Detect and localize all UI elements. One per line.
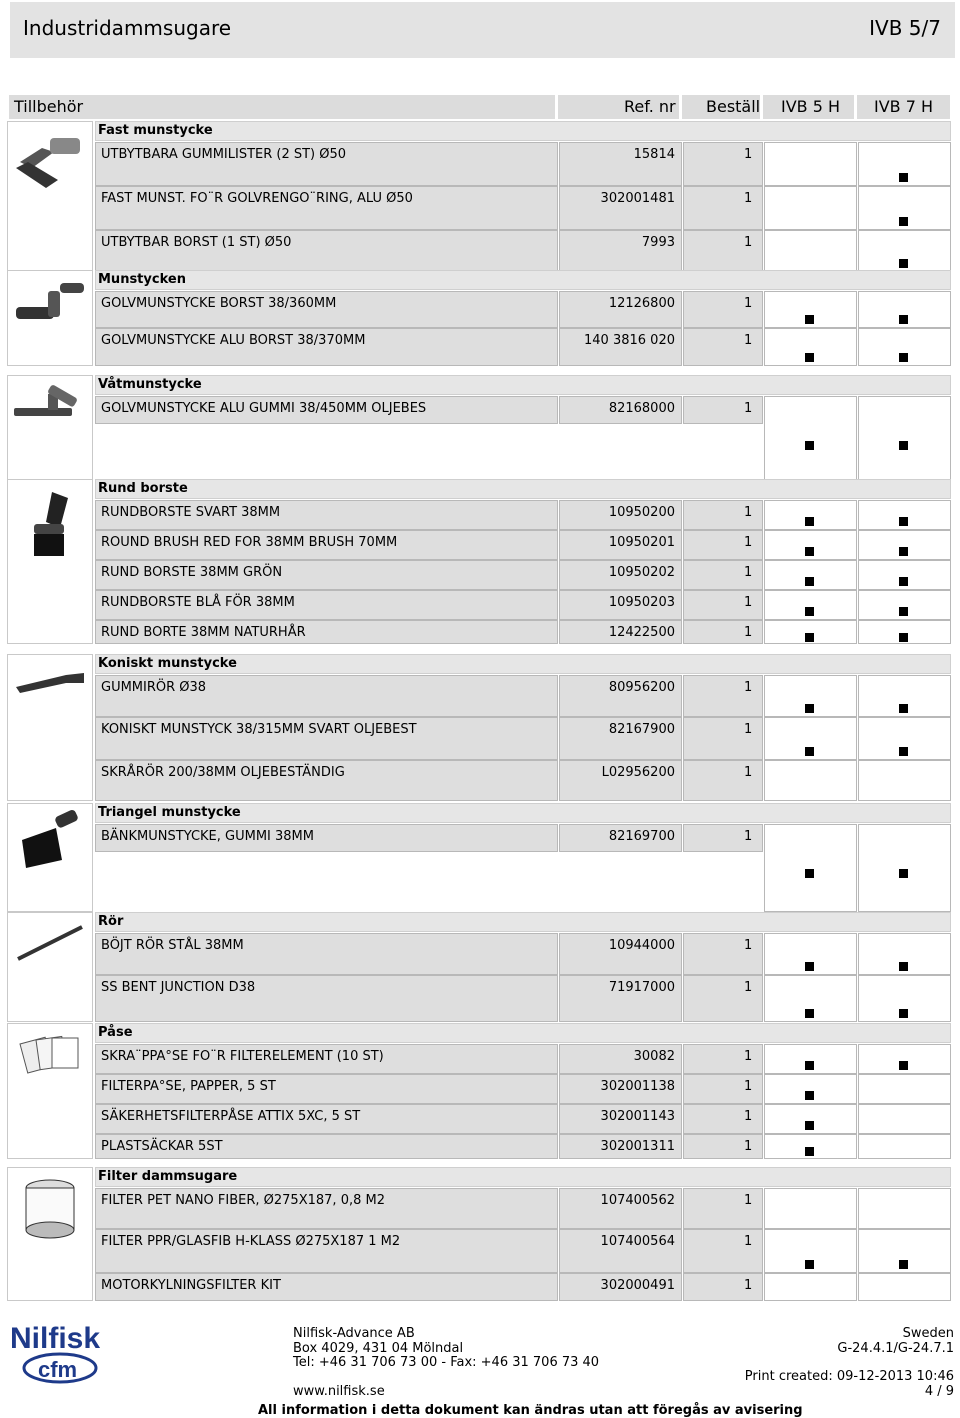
section-6: [7, 912, 951, 1022]
ref-number: 7993: [559, 230, 682, 272]
ivb7h-cell: [858, 933, 951, 975]
category-title: Filter dammsugare: [95, 1167, 951, 1187]
product-name: FILTER PET NANO FIBER, Ø275X187, 0,8 M2: [95, 1188, 558, 1229]
ivb7h-cell: [858, 142, 951, 186]
ivb5h-cell: [764, 1229, 857, 1273]
order-qty: 1: [683, 675, 763, 717]
section-8: [7, 1167, 951, 1301]
section-7: [7, 1023, 951, 1159]
ivb5h-cell: [764, 1134, 857, 1159]
product-name: GOLVMUNSTYCKE ALU BORST 38/370MM: [95, 328, 558, 366]
product-name: UTBYTBAR BORST (1 ST) Ø50: [95, 230, 558, 272]
nilfisk-logo: [8, 1318, 120, 1394]
table-row: [95, 1273, 951, 1301]
section-0: [7, 121, 951, 272]
order-qty: 1: [683, 1074, 763, 1104]
col-ivb5h: IVB 5 H: [781, 97, 841, 116]
category-title: Triangel munstycke: [95, 803, 951, 823]
available-marker: [805, 962, 814, 971]
section-4: [7, 654, 951, 801]
product-name: RUND BORTE 38MM NATURHÅR: [95, 620, 558, 644]
ivb5h-cell: [764, 760, 857, 801]
product-name: GOLVMUNSTYCKE ALU GUMMI 38/450MM OLJEBES: [95, 396, 558, 424]
table-row: [95, 1229, 951, 1273]
table-row: [95, 530, 951, 560]
ivb7h-cell: [858, 186, 951, 230]
product-name: FAST MUNST. FO¨R GOLVRENGO¨RING, ALU Ø50: [95, 186, 558, 230]
ivb7h-cell: [858, 675, 951, 717]
product-name: KONISKT MUNSTYCK 38/315MM SVART OLJEBEST: [95, 717, 558, 760]
fixed-nozzle-icon: [7, 121, 93, 272]
footer-address: Box 4029, 431 04 Mölndal: [293, 1341, 464, 1356]
footer-phone: Tel: +46 31 706 73 00 - Fax: +46 31 706 73 40: [293, 1355, 600, 1370]
ref-number: 302001311: [559, 1134, 682, 1159]
available-marker: [899, 1009, 908, 1018]
section-3: [7, 479, 951, 644]
table-row: [95, 1134, 951, 1159]
ivb7h-cell: [858, 1273, 951, 1301]
ivb5h-cell: [764, 1044, 857, 1074]
round-brush-icon: [7, 479, 93, 644]
triangle-nozzle-icon: [7, 803, 93, 912]
ivb5h-cell: [764, 620, 857, 644]
ref-number: 302001143: [559, 1104, 682, 1134]
ref-number: 107400564: [559, 1229, 682, 1273]
ivb5h-cell: [764, 824, 857, 912]
ivb7h-cell: [858, 1134, 951, 1159]
available-marker: [805, 1121, 814, 1130]
available-marker: [805, 315, 814, 324]
ivb5h-cell: [764, 291, 857, 328]
ivb5h-cell: [764, 675, 857, 717]
col-bg-accessories: [8, 94, 556, 120]
col-ref: Ref. nr: [624, 97, 676, 116]
col-ivb7h: IVB 7 H: [874, 97, 934, 116]
order-qty: 1: [683, 1273, 763, 1301]
product-name: BÄNKMUNSTYCKE, GUMMI 38MM: [95, 824, 558, 852]
logo-text-bottom: cfm: [38, 1357, 78, 1382]
available-marker: [899, 217, 908, 226]
ref-number: 302000491: [559, 1273, 682, 1301]
order-qty: 1: [683, 500, 763, 530]
available-marker: [805, 869, 814, 878]
order-qty: 1: [683, 620, 763, 644]
available-marker: [899, 747, 908, 756]
available-marker: [899, 547, 908, 556]
ivb7h-cell: [858, 1229, 951, 1273]
available-marker: [805, 353, 814, 362]
available-marker: [805, 1260, 814, 1269]
table-row: [95, 933, 951, 975]
order-qty: 1: [683, 975, 763, 1022]
product-name: FILTER PPR/GLASFIB H-KLASS Ø275X187 1 M2: [95, 1229, 558, 1273]
available-marker: [805, 747, 814, 756]
ivb5h-cell: [764, 1074, 857, 1104]
model-code: IVB 5/7: [869, 16, 941, 40]
ref-number: 15814: [559, 142, 682, 186]
table-row: [95, 760, 951, 801]
ref-number: 302001481: [559, 186, 682, 230]
available-marker: [805, 441, 814, 450]
product-name: RUNDBORSTE SVART 38MM: [95, 500, 558, 530]
available-marker: [899, 1260, 908, 1269]
product-name: RUNDBORSTE BLÅ FÖR 38MM: [95, 590, 558, 620]
available-marker: [805, 704, 814, 713]
ref-number: 302001138: [559, 1074, 682, 1104]
category-title: Påse: [95, 1023, 951, 1043]
table-row: [95, 230, 951, 272]
order-qty: 1: [683, 1134, 763, 1159]
available-marker: [899, 1061, 908, 1070]
available-marker: [899, 441, 908, 450]
available-marker: [899, 577, 908, 586]
order-qty: 1: [683, 560, 763, 590]
ref-number: 107400562: [559, 1188, 682, 1229]
order-qty: 1: [683, 186, 763, 230]
order-qty: 1: [683, 291, 763, 328]
available-marker: [899, 607, 908, 616]
ivb5h-cell: [764, 186, 857, 230]
ivb7h-cell: [858, 1188, 951, 1229]
ref-number: 10950200: [559, 500, 682, 530]
product-name: GOLVMUNSTYCKE BORST 38/360MM: [95, 291, 558, 328]
tube-icon: [7, 912, 93, 1022]
col-accessories: Tillbehör: [14, 97, 84, 116]
order-qty: 1: [683, 590, 763, 620]
product-name: PLASTSÄCKAR 5ST: [95, 1134, 558, 1159]
ivb7h-cell: [858, 530, 951, 560]
ivb7h-cell: [858, 328, 951, 366]
available-marker: [805, 633, 814, 642]
ref-number: 71917000: [559, 975, 682, 1022]
available-marker: [899, 869, 908, 878]
order-qty: 1: [683, 396, 763, 424]
table-row: [95, 291, 951, 328]
floor-brush-icon: [7, 270, 93, 366]
available-marker: [899, 259, 908, 268]
footer-print-created: Print created: 09-12-2013 10:46: [744, 1369, 954, 1384]
table-row: [95, 186, 951, 230]
footer-disclaimer: All information i detta dokument kan ändras utan att föregås av avisering: [258, 1403, 803, 1418]
category-title: Koniskt munstycke: [95, 654, 951, 674]
available-marker: [899, 517, 908, 526]
product-name: MOTORKYLNINGSFILTER KIT: [95, 1273, 558, 1301]
table-row: [95, 975, 951, 1022]
product-name: BÖJT RÖR STÅL 38MM: [95, 933, 558, 975]
product-name: FILTERPA°SE, PAPPER, 5 ST: [95, 1074, 558, 1104]
product-name: RUND BORSTE 38MM GRÖN: [95, 560, 558, 590]
footer-country: Sweden: [902, 1326, 954, 1341]
available-marker: [899, 704, 908, 713]
available-marker: [805, 1061, 814, 1070]
ref-number: 140 3816 020: [559, 328, 682, 366]
ivb5h-cell: [764, 230, 857, 272]
ref-number: 82167900: [559, 717, 682, 760]
ivb7h-cell: [858, 230, 951, 272]
product-name: SÄKERHETSFILTERPÅSE ATTIX 5XC, 5 ST: [95, 1104, 558, 1134]
order-qty: 1: [683, 142, 763, 186]
category-title: Rund borste: [95, 479, 951, 499]
ref-number: 12422500: [559, 620, 682, 644]
category-title: Munstycken: [95, 270, 951, 290]
ivb7h-cell: [858, 1104, 951, 1134]
available-marker: [899, 315, 908, 324]
crevice-nozzle-icon: [7, 654, 93, 801]
ivb5h-cell: [764, 590, 857, 620]
product-name: GUMMIRÖR Ø38: [95, 675, 558, 717]
order-qty: 1: [683, 1229, 763, 1273]
ref-number: 10950203: [559, 590, 682, 620]
ivb7h-cell: [858, 1044, 951, 1074]
available-marker: [899, 353, 908, 362]
order-qty: 1: [683, 1104, 763, 1134]
table-row: [95, 560, 951, 590]
table-row: [95, 675, 951, 717]
ivb7h-cell: [858, 717, 951, 760]
ref-number: 10950202: [559, 560, 682, 590]
ref-number: 30082: [559, 1044, 682, 1074]
available-marker: [805, 577, 814, 586]
order-qty: 1: [683, 933, 763, 975]
page-header: [10, 2, 955, 58]
filter-icon: [7, 1167, 93, 1301]
ivb7h-cell: [858, 560, 951, 590]
footer-ref-code: G-24.4.1/G-24.7.1: [837, 1341, 954, 1356]
table-row: [95, 590, 951, 620]
ivb5h-cell: [764, 1104, 857, 1134]
ref-number: L02956200: [559, 760, 682, 801]
order-qty: 1: [683, 230, 763, 272]
available-marker: [805, 1091, 814, 1100]
product-name: ROUND BRUSH RED FOR 38MM BRUSH 70MM: [95, 530, 558, 560]
ivb7h-cell: [858, 620, 951, 644]
ref-number: 10944000: [559, 933, 682, 975]
available-marker: [805, 517, 814, 526]
ivb5h-cell: [764, 975, 857, 1022]
ivb5h-cell: [764, 328, 857, 366]
bags-icon: [7, 1023, 93, 1159]
product-name: SS BENT JUNCTION D38: [95, 975, 558, 1022]
table-row: [95, 1188, 951, 1229]
table-row: [95, 717, 951, 760]
footer-page: 4 / 9: [924, 1384, 954, 1399]
product-name: SKRÅRÖR 200/38MM OLJEBESTÄNDIG: [95, 760, 558, 801]
ivb5h-cell: [764, 530, 857, 560]
available-marker: [899, 962, 908, 971]
category-title: Fast munstycke: [95, 121, 951, 141]
logo-text-top: Nilfisk: [10, 1322, 101, 1355]
table-row: [95, 142, 951, 186]
table-row: [95, 500, 951, 530]
product-name: UTBYTBARA GUMMILISTER (2 ST) Ø50: [95, 142, 558, 186]
order-qty: 1: [683, 530, 763, 560]
page-title: Industridammsugare: [23, 16, 232, 40]
order-qty: 1: [683, 717, 763, 760]
ivb5h-cell: [764, 560, 857, 590]
ivb7h-cell: [858, 760, 951, 801]
table-row: [95, 620, 951, 644]
ref-number: 12126800: [559, 291, 682, 328]
table-row: [95, 1104, 951, 1134]
available-marker: [805, 1147, 814, 1156]
ivb5h-cell: [764, 717, 857, 760]
category-title: Rör: [95, 912, 951, 932]
ivb5h-cell: [764, 500, 857, 530]
ivb7h-cell: [858, 824, 951, 912]
product-name: SKRA¨PPA°SE FO¨R FILTERELEMENT (10 ST): [95, 1044, 558, 1074]
ivb7h-cell: [858, 1074, 951, 1104]
ivb7h-cell: [858, 291, 951, 328]
ivb7h-cell: [858, 500, 951, 530]
available-marker: [899, 633, 908, 642]
ivb5h-cell: [764, 1273, 857, 1301]
ivb7h-cell: [858, 590, 951, 620]
category-title: Våtmunstycke: [95, 375, 951, 395]
table-row: [95, 328, 951, 366]
ref-number: 10950201: [559, 530, 682, 560]
footer-website[interactable]: www.nilfisk.se: [293, 1384, 385, 1399]
order-qty: 1: [683, 824, 763, 852]
available-marker: [899, 173, 908, 182]
ref-number: 82168000: [559, 396, 682, 424]
table-row: [95, 824, 951, 912]
ivb5h-cell: [764, 142, 857, 186]
ivb5h-cell: [764, 933, 857, 975]
available-marker: [805, 1009, 814, 1018]
order-qty: 1: [683, 1188, 763, 1229]
section-5: [7, 803, 951, 912]
table-row: [95, 1044, 951, 1074]
table-row: [95, 1074, 951, 1104]
order-qty: 1: [683, 760, 763, 801]
footer-company: Nilfisk-Advance AB: [293, 1326, 415, 1341]
available-marker: [805, 607, 814, 616]
order-qty: 1: [683, 328, 763, 366]
order-qty: 1: [683, 1044, 763, 1074]
ref-number: 82169700: [559, 824, 682, 852]
ivb5h-cell: [764, 1188, 857, 1229]
ref-number: 80956200: [559, 675, 682, 717]
col-order: Beställ: [706, 97, 761, 116]
available-marker: [805, 547, 814, 556]
ivb7h-cell: [858, 975, 951, 1022]
section-1: [7, 270, 951, 366]
